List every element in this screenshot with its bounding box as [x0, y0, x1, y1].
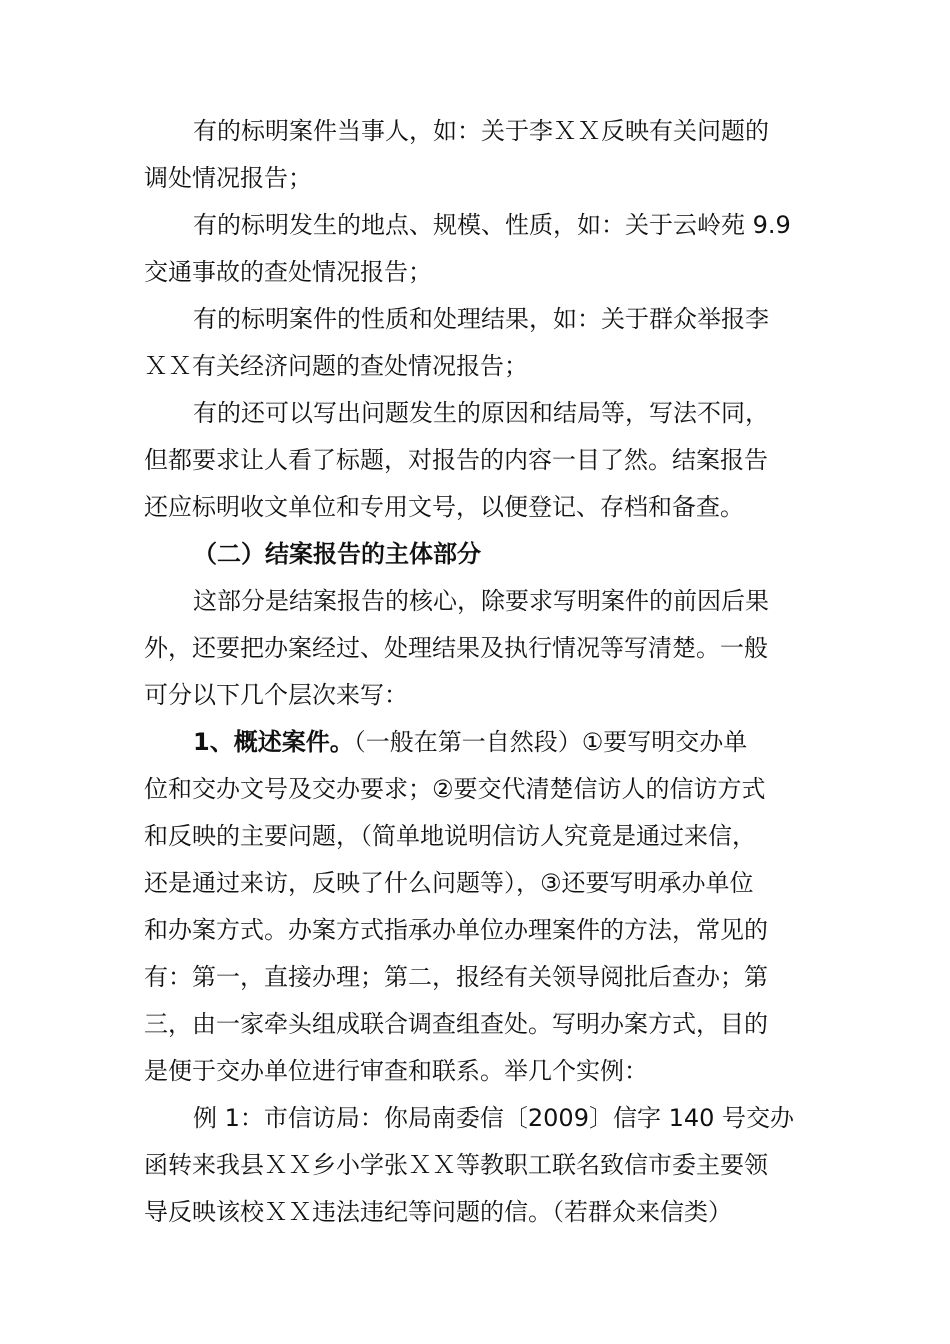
line-text: 三，由一家牵头组成联合调查组查处。写明办案方式，目的 [144, 1010, 768, 1038]
line-text: 有：第一，直接办理；第二，报经有关领导阅批后查办；第 [144, 963, 768, 991]
text-line [144, 672, 808, 719]
line-text: 还应标明收文单位和专用文号，以便登记、存档和备查。 [144, 493, 744, 521]
line-text: （一般在第一自然段）①要写明交办单 [353, 728, 748, 756]
text-line [144, 907, 808, 954]
text-line [144, 202, 808, 249]
line-text: 还是通过来访，反映了什么问题等），③还要写明承办单位 [144, 869, 754, 897]
line-text: （二）结案报告的主体部分 [193, 540, 481, 568]
line-text: 和办案方式。办案方式指承办单位办理案件的方法，常见的 [144, 916, 768, 944]
line-text: 但都要求让人看了标题，对报告的内容一目了然。结案报告 [144, 446, 768, 474]
line-text: 有的还可以写出问题发生的原因和结局等，写法不同， [193, 399, 769, 427]
text-line [144, 1095, 808, 1142]
text-line [144, 484, 808, 531]
text-line [144, 860, 808, 907]
line-text: 外，还要把办案经过、处理结果及执行情况等写清楚。一般 [144, 634, 768, 662]
line-text: 有的标明发生的地点、规模、性质，如：关于云岭苑 9.9 [193, 211, 791, 239]
text-line [144, 766, 808, 813]
text-line [144, 108, 808, 155]
line-text: 有的标明案件的性质和处理结果，如：关于群众举报李 [193, 305, 769, 333]
inline-heading: 1、概述案件。 [193, 728, 354, 756]
text-line [144, 1048, 808, 1095]
line-text: 导反映该校ＸＸ违法违纪等问题的信。（若群众来信类） [144, 1198, 732, 1226]
text-line [144, 625, 808, 672]
text-line [144, 578, 808, 625]
line-text: 有的标明案件当事人，如：关于李ＸＸ反映有关问题的 [193, 117, 769, 145]
text-line [144, 954, 808, 1001]
text-line [144, 1001, 808, 1048]
text-line [144, 296, 808, 343]
text-line [144, 249, 808, 296]
text-line [144, 1142, 808, 1189]
text-line [144, 437, 808, 484]
body-text [144, 108, 808, 1236]
text-line [144, 719, 808, 766]
line-text: 这部分是结案报告的核心，除要求写明案件的前因后果 [193, 587, 769, 615]
text-line [144, 1189, 808, 1236]
line-text: 位和交办文号及交办要求；②要交代清楚信访人的信访方式 [144, 775, 766, 803]
line-text: 例 1：市信访局：你局南委信〔2009〕信字 140 号交办 [193, 1104, 795, 1132]
text-line [144, 813, 808, 860]
text-line [144, 155, 808, 202]
line-text: 和反映的主要问题，（简单地说明信访人究竟是通过来信， [144, 822, 756, 850]
line-text: ＸＸ有关经济问题的查处情况报告； [144, 352, 528, 380]
line-text: 交通事故的查处情况报告； [144, 258, 432, 286]
line-text: 调处情况报告； [144, 164, 312, 192]
line-text: 可分以下几个层次来写： [144, 681, 408, 709]
text-line [144, 390, 808, 437]
line-text: 函转来我县ＸＸ乡小学张ＸＸ等教职工联名致信市委主要领 [144, 1151, 768, 1179]
section-heading [144, 531, 808, 578]
line-text: 是便于交办单位进行审查和联系。举几个实例： [144, 1057, 648, 1085]
text-line [144, 343, 808, 390]
